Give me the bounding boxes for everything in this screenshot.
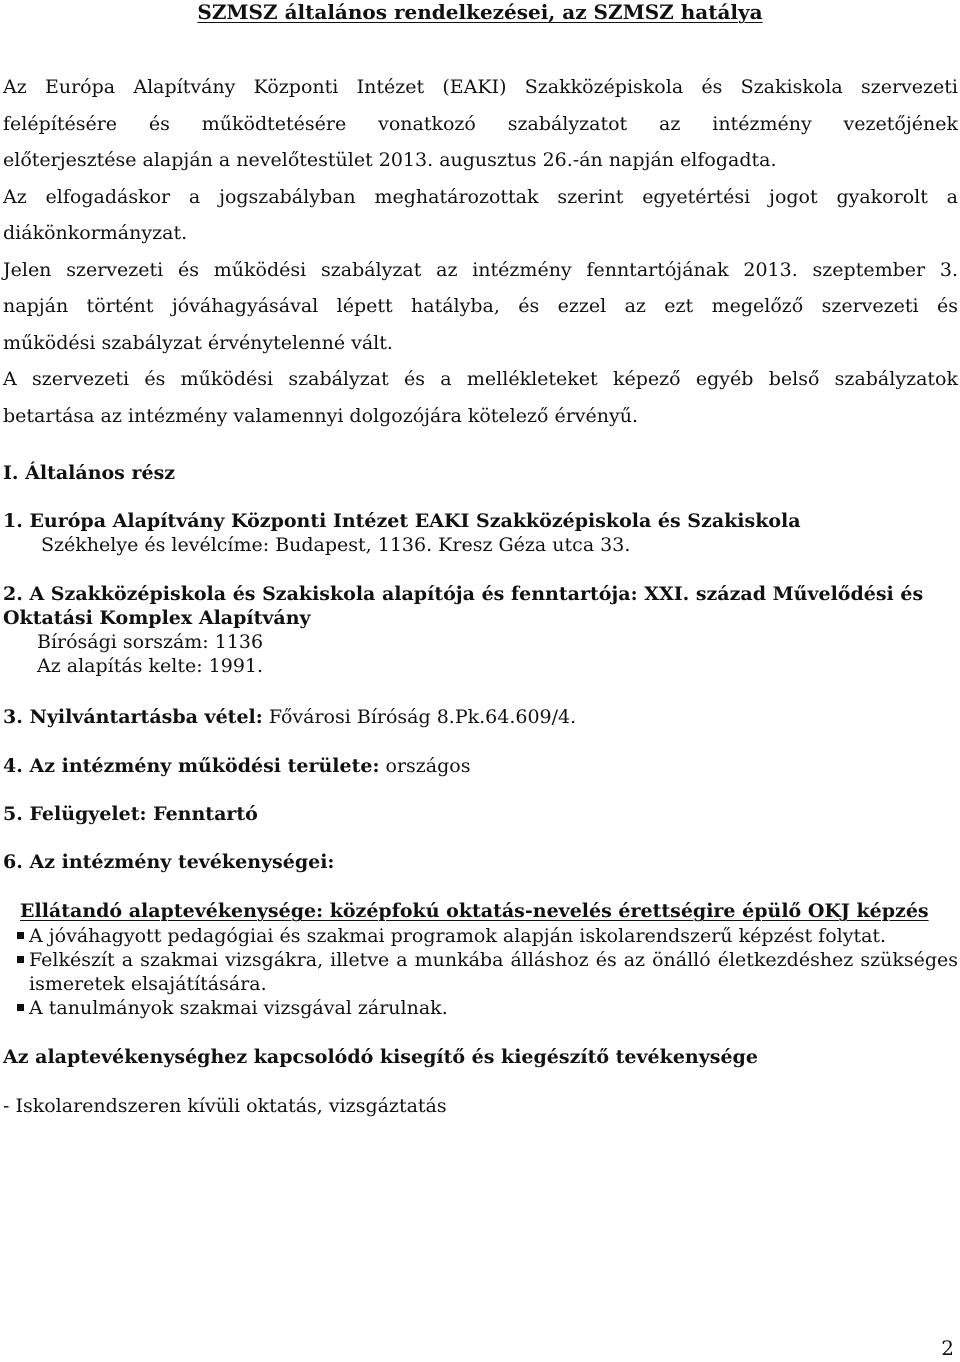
core-activity-heading: Ellátandó alaptevékenysége: középfokú oktatás-nevelés érettségire épülő OKJ képzés [20,900,929,922]
text-line: Az elfogadáskor a jogszabályban meghatározottak szerint egyetértési jogot gyakorolt a [3,185,958,208]
text-line: napján történt jóváhagyásával lépett hatályba, és ezzel az ezt megelőző szervezeti és [3,295,958,317]
text-line: betartása az intézmény valamennyi dolgozójára kötelező érvényű. [3,404,639,427]
supplementary-heading: Az alaptevékenységhez kapcsolódó kisegítő és kiegészítő tevékenysége [3,1046,758,1068]
item-4 [3,754,958,778]
item-1-detail: Székhelye és levélcíme: Budapest, 1136. Kresz Géza utca 33. [41,534,631,556]
text-line: A szervezeti és működési szabályzat és a mellékleteket képező egyéb belső szabályzatok [3,368,958,390]
item-2 [3,582,958,678]
square-bullet-icon [17,932,24,939]
item-5: 5. Felügyelet: Fenntartó [3,803,258,825]
text-line: működési szabályzat érvénytelenné vált. [3,331,393,354]
item-2-heading-line-1: 2. A Szakközépiskola és Szakiskola alapítója és fenntartója: XXI. század Művelődési és [3,583,924,605]
list-item: A tanulmányok szakmai vizsgával zárulnak. [3,996,958,1020]
core-activity [20,899,958,923]
text-line: diákönkormányzat. [3,222,188,244]
item-2-detail-2: Az alapítás kelte: 1991. [37,655,264,677]
item-3-value: Fővárosi Bíróság 8.Pk.64.609/4. [262,706,577,728]
item-1 [3,509,958,557]
core-activity-list [3,924,958,1020]
list-item: Felkészít a szakmai vizsgákra, illetve a munkába álláshoz és az önálló életkezdéshez szükséges ismeretek elsajátítására. [3,948,958,996]
list-item: A jóváhagyott pedagógiai és szakmai programok alapján iskolarendszerű képzést folytat. [3,924,958,948]
square-bullet-icon [17,1004,24,1011]
text-line: Jelen szervezeti és működési szabályzat az intézmény fenntartójának 2013. szeptember 3. [3,258,958,281]
item-6: 6. Az intézmény tevékenységei: [3,851,335,873]
intro-paragraph-1 [3,69,958,434]
section-heading: I. Általános rész [3,462,176,484]
text-line: felépítésére és működtetésére vonatkozó szabályzatot az intézmény vezetőjének [3,112,958,135]
item-2-detail-1: Bírósági sorszám: 1136 [37,631,264,653]
item-2-heading-line-2: Oktatási Komplex Alapítvány [3,607,311,629]
item-1-heading: 1. Európa Alapítvány Központi Intézet EAKI Szakközépiskola és Szakiskola [3,510,801,532]
item-3 [3,705,958,729]
page-number: 2 [941,1336,954,1360]
item-3-label: 3. Nyilvántartásba vétel: [3,706,263,728]
text-line: előterjesztése alapján a nevelőtestület 2013. augusztus 26.-án napján elfogadta. [3,149,777,171]
item-4-value: országos [379,755,471,777]
text-line: Az Európa Alapítvány Központi Intézet (EAKI) Szakközépiskola és Szakiskola szervezeti [3,76,958,98]
page-title: SZMSZ általános rendelkezései, az SZMSZ hatálya [197,0,763,24]
supplementary-item: - Iskolarendszeren kívüli oktatás, vizsgáztatás [3,1095,447,1117]
item-4-label: 4. Az intézmény működési területe: [3,755,380,777]
square-bullet-icon [17,956,24,963]
